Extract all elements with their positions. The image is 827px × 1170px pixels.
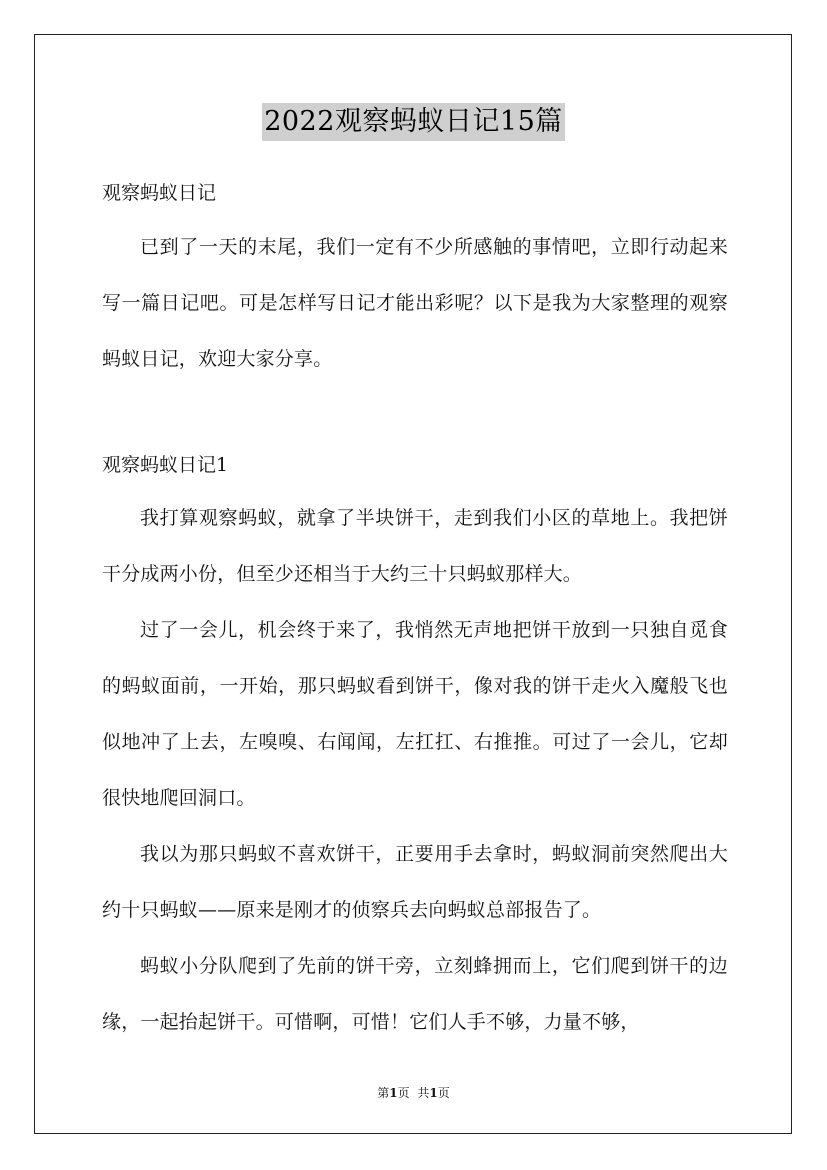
- title-container: [0, 103, 827, 141]
- diary-body: [102, 490, 728, 1050]
- body-paragraph-3: 我以为那只蚂蚁不喜欢饼干，正要用手去拿时，蚂蚁洞前突然爬出大约十只蚂蚁——原来是刚才的侦察兵去向蚂蚁总部报告了。: [102, 843, 728, 921]
- intro-paragraph: 已到了一天的末尾，我们一定有不少所感触的事情吧，立即行动起来写一篇日记吧。可是怎样写日记才能出彩呢？以下是我为大家整理的观察蚂蚁日记，欢迎大家分享。: [102, 236, 728, 370]
- section-heading: 观察蚂蚁日记1: [102, 454, 229, 476]
- page-suffix: 页: [397, 1086, 410, 1100]
- page-prefix: 第: [377, 1086, 390, 1100]
- intro-heading: 观察蚂蚁日记: [102, 182, 217, 204]
- total-pages: 1: [429, 1086, 438, 1100]
- body-paragraph-2: 过了一会儿，机会终于来了，我悄然无声地把饼干放到一只独自觅食的蚂蚁面前，一开始，那只蚂蚁看到饼干，像对我的饼干走火入魔般飞也似地冲了上去，左嗅嗅、右闻闻，左扛扛、右推推。可过了一会儿，它却很快地爬回洞口。: [102, 619, 728, 809]
- total-suffix: 页: [437, 1086, 450, 1100]
- body-paragraph-1: 我打算观察蚂蚁，就拿了半块饼干，走到我们小区的草地上。我把饼干分成两小份，但至少还相当于大约三十只蚂蚁那样大。: [102, 507, 728, 585]
- page-number: 1: [389, 1086, 398, 1100]
- document-title: 2022观察蚂蚁日记15篇: [262, 103, 565, 141]
- page-footer: [0, 1085, 827, 1101]
- body-paragraph-4: 蚂蚁小分队爬到了先前的饼干旁，立刻蜂拥而上，它们爬到饼干的边缘，一起抬起饼干。可惜啊，可惜！它们人手不够，力量不够，: [102, 955, 728, 1033]
- total-prefix: 共: [417, 1086, 430, 1100]
- intro-block: [102, 219, 728, 387]
